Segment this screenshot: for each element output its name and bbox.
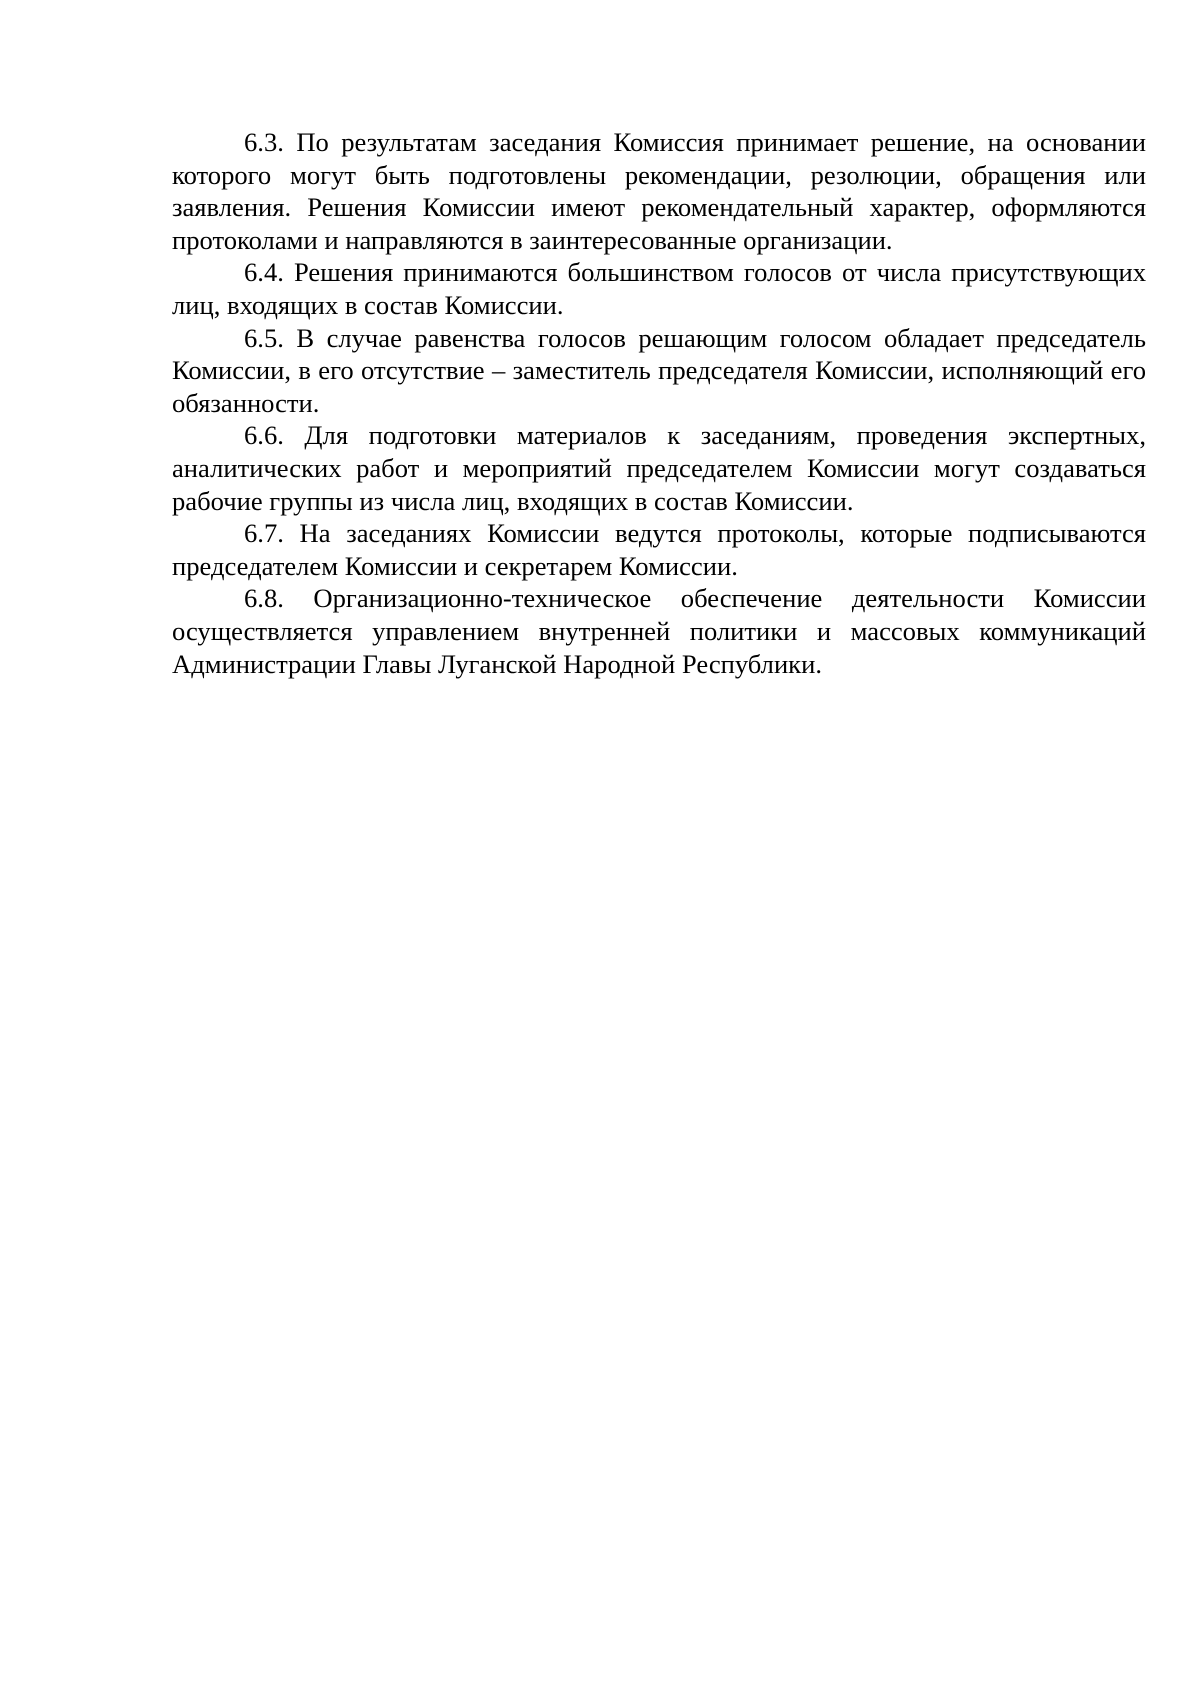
paragraph-text: Решения принимаются большинством голосов от числа присутствующих лиц, входящих в состав Комиссии. bbox=[172, 257, 1146, 320]
paragraph-6-6 bbox=[172, 419, 1146, 517]
paragraph-text: Организационно-техническое обеспечение деятельности Комиссии осуществляется управлением внутренней политики и массовых коммуникаций Администрации Главы Луганской Народной Республики. bbox=[172, 583, 1146, 679]
paragraph-number: 6.7. bbox=[244, 518, 284, 549]
paragraph-6-5 bbox=[172, 322, 1146, 420]
paragraph-number: 6.3. bbox=[244, 127, 284, 157]
paragraph-6-8 bbox=[172, 582, 1146, 680]
paragraph-number: 6.5. bbox=[244, 322, 284, 353]
paragraph-6-7 bbox=[172, 517, 1146, 582]
paragraph-text: В случае равенства голосов решающим голосом обладает председатель Комиссии, в его отсутствие – заместитель председателя Комиссии, исполняющий его обязанности. bbox=[172, 322, 1146, 418]
paragraph-number: 6.6. bbox=[244, 420, 284, 451]
paragraph-number: 6.4. bbox=[244, 257, 284, 288]
paragraph-6-4 bbox=[172, 256, 1146, 321]
paragraph-6-3 bbox=[172, 126, 1146, 256]
paragraph-number: 6.8. bbox=[244, 583, 284, 614]
paragraph-text: На заседаниях Комиссии ведутся протоколы, которые подписываются председателем Комиссии и секретарем Комиссии. bbox=[172, 518, 1146, 581]
paragraph-text: Для подготовки материалов к заседаниям, проведения экспертных, аналитических работ и мероприятий председателем Комиссии могут создаваться рабочие группы из числа лиц, входящих в состав Комиссии. bbox=[172, 420, 1146, 516]
document-body bbox=[172, 126, 1146, 680]
paragraph-text: По результатам заседания Комиссия принимает решение, на основании которого могут быть подготовлены рекомендации, резолюции, обращения или заявления. Решения Комиссии имеют рекомендательный характер, оформляются протоколами и направляются в заинтересованные организации. bbox=[172, 127, 1146, 255]
